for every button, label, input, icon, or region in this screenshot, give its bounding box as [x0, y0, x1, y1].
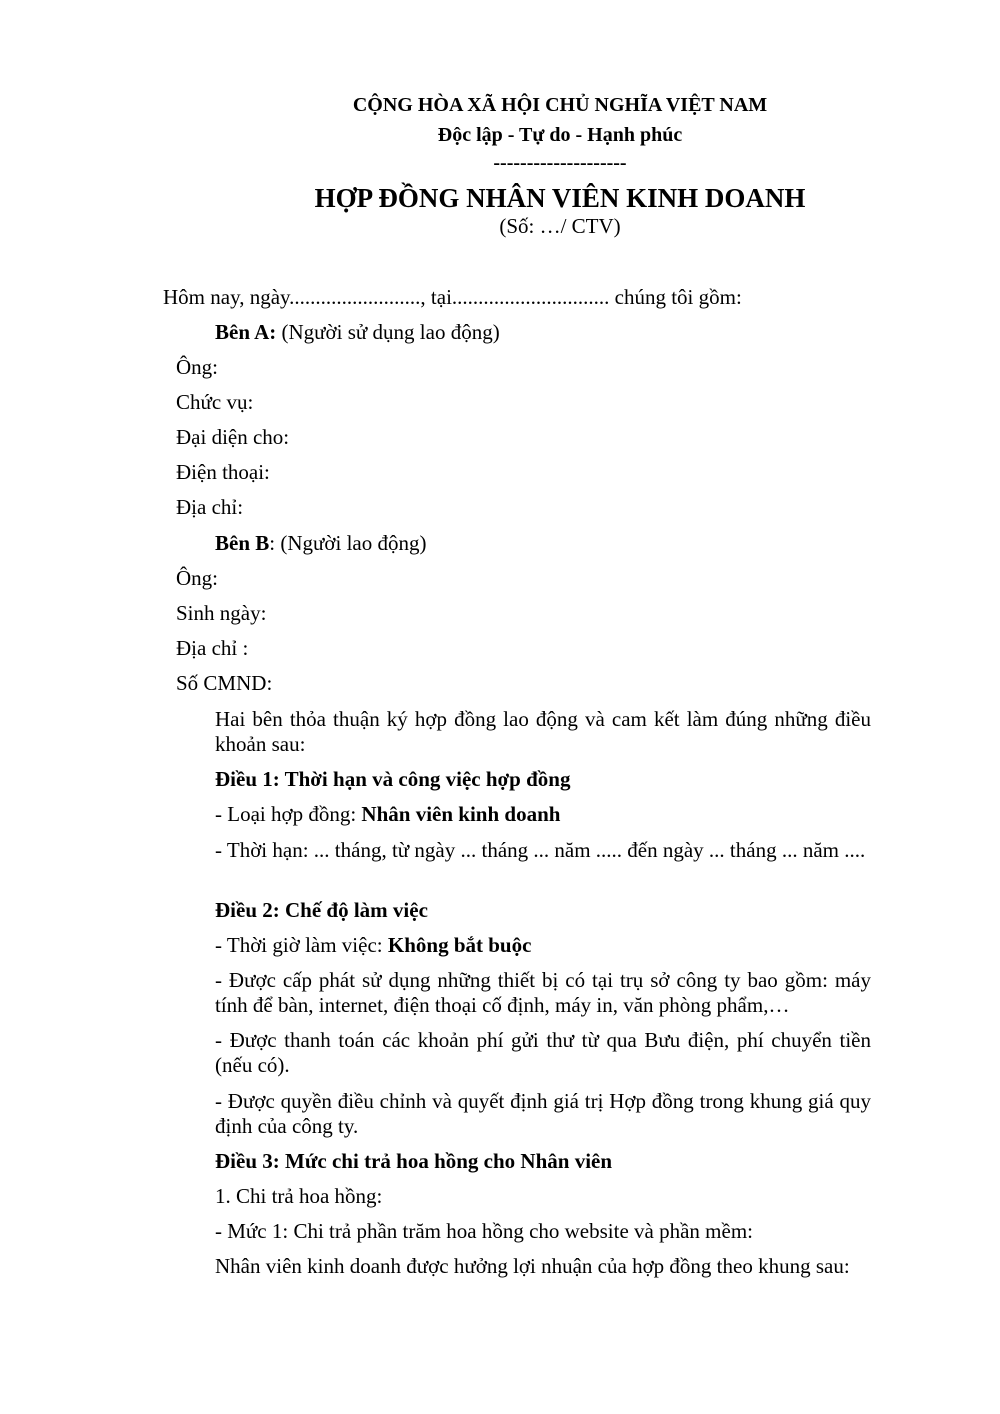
- contract-type-line: [215, 802, 560, 827]
- commission-item-1: 1. Chi trả hoa hồng:: [215, 1184, 383, 1208]
- document-number: (Số: …/ CTV): [499, 214, 621, 238]
- contract-term: - Thời hạn: ... tháng, từ ngày ... tháng ... năm ..... đến ngày ... tháng ... năm ....: [215, 838, 866, 862]
- payment-paragraph: - Được thanh toán các khoản phí gửi thư từ qua Bưu điện, phí chuyển tiền (nếu có).: [215, 1028, 871, 1077]
- country-name: CỘNG HÒA XÃ HỘI CHỦ NGHĨA VIỆT NAM: [352, 94, 768, 116]
- party-a-field-phone: Điện thoại:: [176, 460, 270, 484]
- party-a-label: Bên A:: [215, 320, 277, 344]
- party-a-heading: [215, 320, 500, 345]
- intro-line: Hôm nay, ngày........................., tại.............................. chúng tôi gồm:: [163, 285, 742, 309]
- party-a-field-position: Chức vụ:: [176, 390, 254, 414]
- contract-type-value: Nhân viên kinh doanh: [361, 802, 561, 826]
- profit-paragraph: Nhân viên kinh doanh được hưởng lợi nhuận của hợp đồng theo khung sau:: [215, 1254, 850, 1278]
- party-a-field-address: Địa chỉ:: [176, 495, 244, 519]
- party-b-field-name: Ông:: [176, 566, 218, 590]
- header-separator: --------------------: [493, 152, 627, 174]
- article-3-heading: Điều 3: Mức chi trả hoa hồng cho Nhân viên: [215, 1149, 613, 1173]
- contract-type-label: - Loại hợp đồng:: [215, 802, 362, 826]
- document-title: HỢP ĐỒNG NHÂN VIÊN KINH DOANH: [314, 183, 806, 213]
- article-2-heading: Điều 2: Chế độ làm việc: [215, 898, 428, 922]
- pricing-paragraph: - Được quyền điều chỉnh và quyết định giá trị Hợp đồng trong khung giá quy định của công ty.: [215, 1089, 871, 1138]
- working-hours-value: Không bắt buộc: [387, 933, 532, 957]
- party-a-desc: (Người sử dụng lao động): [276, 320, 500, 344]
- article-1-heading: Điều 1: Thời hạn và công việc hợp đồng: [215, 767, 571, 791]
- working-hours-label: - Thời giờ làm việc:: [215, 933, 388, 957]
- party-b-desc: : (Người lao động): [269, 531, 427, 555]
- party-b-label: Bên B: [215, 531, 270, 555]
- party-b-heading: [215, 531, 426, 556]
- party-b-field-id: Số CMND:: [176, 671, 273, 695]
- commission-level-1: - Mức 1: Chi trả phần trăm hoa hồng cho website và phần mềm:: [215, 1219, 754, 1243]
- party-b-field-birthdate: Sinh ngày:: [176, 601, 267, 625]
- working-hours-line: [215, 933, 531, 958]
- party-a-field-name: Ông:: [176, 355, 218, 379]
- national-motto: Độc lập - Tự do - Hạnh phúc: [437, 124, 683, 146]
- party-a-field-representative: Đại diện cho:: [176, 425, 290, 449]
- equipment-paragraph: - Được cấp phát sử dụng những thiết bị có tại trụ sở công ty bao gồm: máy tính để bàn, internet, điện thoại cố định, máy in, văn phòng phẩm,…: [215, 968, 871, 1017]
- agreement-paragraph: Hai bên thỏa thuận ký hợp đồng lao động và cam kết làm đúng những điều khoản sau:: [215, 707, 871, 756]
- party-b-field-address: Địa chỉ :: [176, 636, 249, 660]
